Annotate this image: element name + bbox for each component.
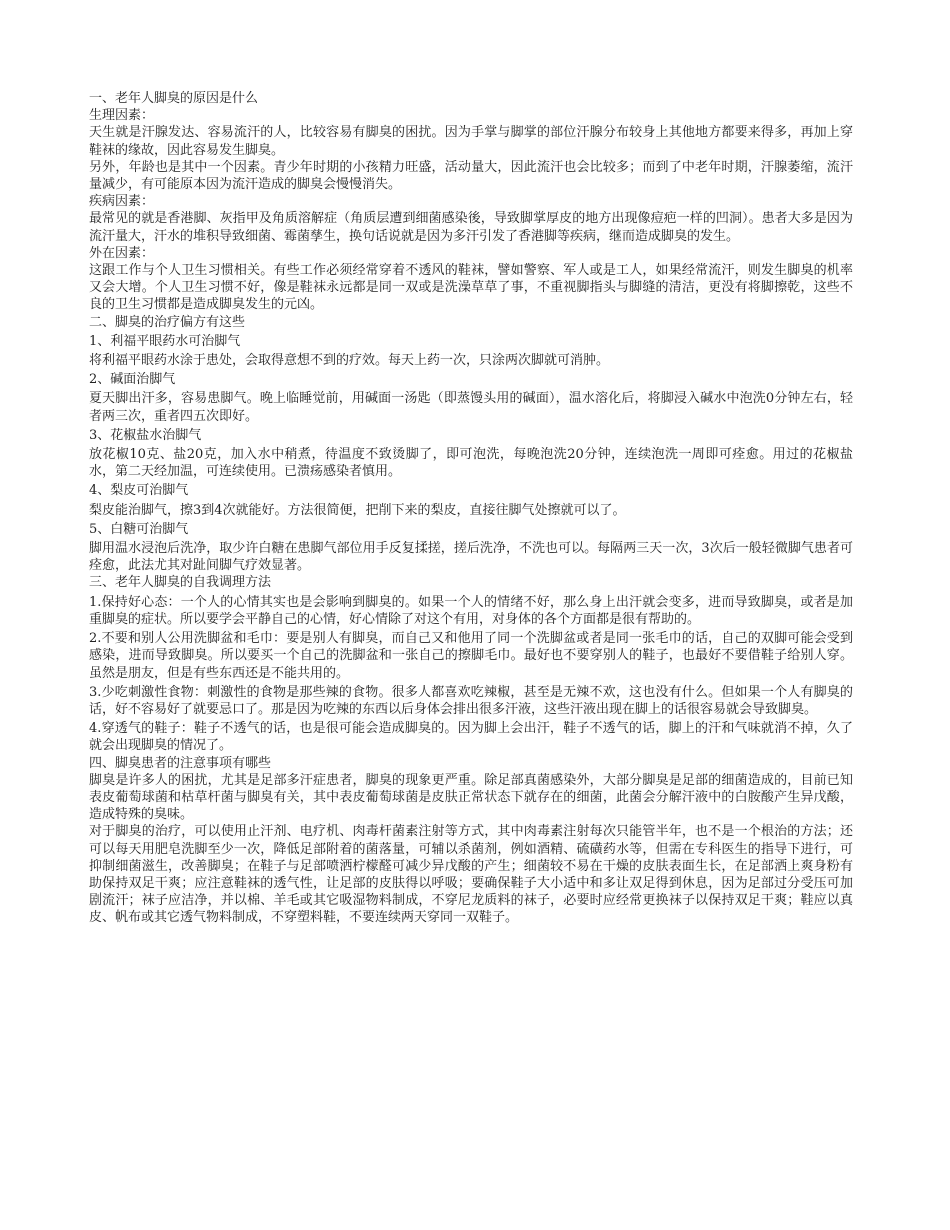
paragraph: 对于脚臭的治疗，可以使用止汗剂、电疗机、肉毒杆菌素注射等方式，其中肉毒素注射每次只能管半年，也不是一个根治的方法；还可以每天用肥皂洗脚至少一次，降低足部附着的菌落量，可辅以杀菌剂，例如酒精、硫磺药水等，但需在专科医生的指导下进行，可抑制细菌滋生，改善脚臭；在鞋子与足部喷洒柠檬醛可减少异戊酸的产生；细菌较不易在干燥的皮肤表面生长，在足部洒上爽身粉有助保持双足干爽；应注意鞋袜的透气性，让足部的皮肤得以呼吸；要确保鞋子大小适中和多让双足得到休息，因为足部过分受压可加剧流汗；袜子应洁净，并以棉、羊毛或其它吸湿物料制成，不穿尼龙质料的袜子，必要时应经常更换袜子以保持双足干爽；鞋应以真皮、帆布或其它透气物料制成，不穿塑料鞋，不要连续两天穿同一双鞋子。: [89, 824, 853, 926]
paragraph: 将利福平眼药水涂于患处，会取得意想不到的疗效。每天上药一次，只涂两次脚就可消肿。: [89, 353, 610, 369]
paragraph: 最常见的就是香港脚、灰指甲及角质溶解症（角质层遭到细菌感染後，导致脚掌厚皮的地方出现像痘疤一样的凹洞）。患者大多是因为流汗量大，汗水的堆积导致细菌、霉菌孳生，换句话说就是因为多汗引发了香港脚等疾病，继而造成脚臭的发生。: [89, 211, 853, 244]
subheading-external: 外在因素：: [89, 245, 155, 261]
self-care-item-2: 2.不要和别人公用洗脚盆和毛巾：要是别人有脚臭，而自己又和他用了同一个洗脚盆或者是同一张毛巾的话，自己的双脚可能会受到感染，进而导致脚臭。所以要买一个自己的洗脚盆和一张自己的擦脚毛巾。最好也不要穿别人的鞋子，也最好不要借鞋子给别人穿。虽然是朋友，但是有些东西还是不能共用的。: [89, 631, 853, 681]
heading-3: 三、老年人脚臭的自我调理方法: [89, 575, 272, 591]
document-body: [89, 90, 853, 927]
paragraph: 梨皮能治脚气，擦3到4次就能好。方法很简便，把削下来的梨皮，直接往脚气处擦就可以了。: [89, 502, 626, 518]
paragraph: 脚臭是许多人的困扰，尤其是足部多汗症患者，脚臭的现象更严重。除足部真菌感染外，大部分脚臭是足部的细菌造成的，目前已知表皮葡萄球菌和枯草杆菌与脚臭有关，其中表皮葡萄球菌是皮肤正常状态下就存在的细菌，此菌会分解汗液中的白胺酸产生异戊酸，造成特殊的臭味。: [89, 772, 853, 823]
paragraph: 放花椒10克、盐20克，加入水中稍煮，待温度不致烫脚了，即可泡洗，每晚泡洗20分钟，连续泡洗一周即可痊愈。用过的花椒盐水，第二天经加温，可连续使用。已溃疡感染者慎用。: [89, 447, 853, 480]
remedy-title-3: 3、花椒盐水治脚气: [89, 427, 202, 443]
paragraph: 这跟工作与个人卫生习惯相关。有些工作必须经常穿着不透风的鞋袜，譬如警察、军人或是工人，如果经常流汗，则发生脚臭的机率又会大增。个人卫生习惯不好，像是鞋袜永远都是同一双或是洗澡草草了事，不重视脚指头与脚缝的清洁，更没有将脚擦乾，这些不良的卫生习惯都是造成脚臭发生的元凶。: [89, 263, 853, 313]
heading-4: 四、脚臭患者的注意事项有哪些: [89, 755, 272, 771]
paragraph: 天生就是汗腺发达、容易流汗的人，比较容易有脚臭的困扰。因为手掌与脚掌的部位汗腺分布较身上其他地方都要来得多，再加上穿鞋袜的缘故，因此容易发生脚臭。: [89, 125, 853, 158]
paragraph: 夏天脚出汗多，容易患脚气。晚上临睡觉前，用碱面一汤匙（即蒸馒头用的碱面），温水溶化后，将脚浸入碱水中泡洗0分钟左右，轻者两三次，重者四五次即好。: [89, 391, 853, 424]
heading-1: 一、老年人脚臭的原因是什么: [89, 91, 259, 106]
subheading-disease: 疾病因素：: [89, 194, 155, 210]
paragraph: 另外，年龄也是其中一个因素。青少年时期的小孩精力旺盛，活动量大，因此流汗也会比较多；而到了中老年时期，汗腺萎缩，流汗量减少，有可能原本因为流汗造成的脚臭会慢慢消失。: [89, 159, 853, 193]
remedy-title-4: 4、梨皮可治脚气: [89, 483, 189, 499]
self-care-item-1: 1.保持好心态：一个人的心情其实也是会影响到脚臭的。如果一个人的情绪不好，那么身上出汗就会变多，进而导致脚臭，或者是加重脚臭的症状。所以要学会平静自己的心情，好心情除了对这个有用，对身体的各个方面都是很有帮助的。: [89, 594, 853, 627]
self-care-item-4: 4.穿透气的鞋子：鞋子不透气的话，也是很可能会造成脚臭的。因为脚上会出汗，鞋子不透气的话，脚上的汗和气味就消不掉，久了就会出现脚臭的情况了。: [89, 721, 853, 754]
subheading-physiological: 生理因素：: [89, 108, 155, 124]
paragraph: 脚用温水浸泡后洗净，取少许白糖在患脚气部位用手反复揉搓，搓后洗净，不洗也可以。每隔两三天一次，3次后一般轻微脚气患者可痊愈，此法尤其对趾间脚气疗效显著。: [89, 541, 853, 574]
remedy-title-5: 5、白糖可治脚气: [89, 521, 189, 537]
self-care-item-3: 3.少吃刺激性食物：刺激性的食物是那些辣的食物。很多人都喜欢吃辣椒，甚至是无辣不欢，这也没有什么。但如果一个人有脚臭的话，好不容易好了就要忌口了。那是因为吃辣的东西以后身体会排出很多汗液，这些汗液出现在脚上的话很容易就会导致脚臭。: [89, 684, 853, 717]
heading-2: 二、脚臭的治疗偏方有这些: [89, 314, 246, 330]
remedy-title-2: 2、碱面治脚气: [89, 372, 176, 388]
remedy-title-1: 1、利福平眼药水可治脚气: [89, 333, 241, 349]
